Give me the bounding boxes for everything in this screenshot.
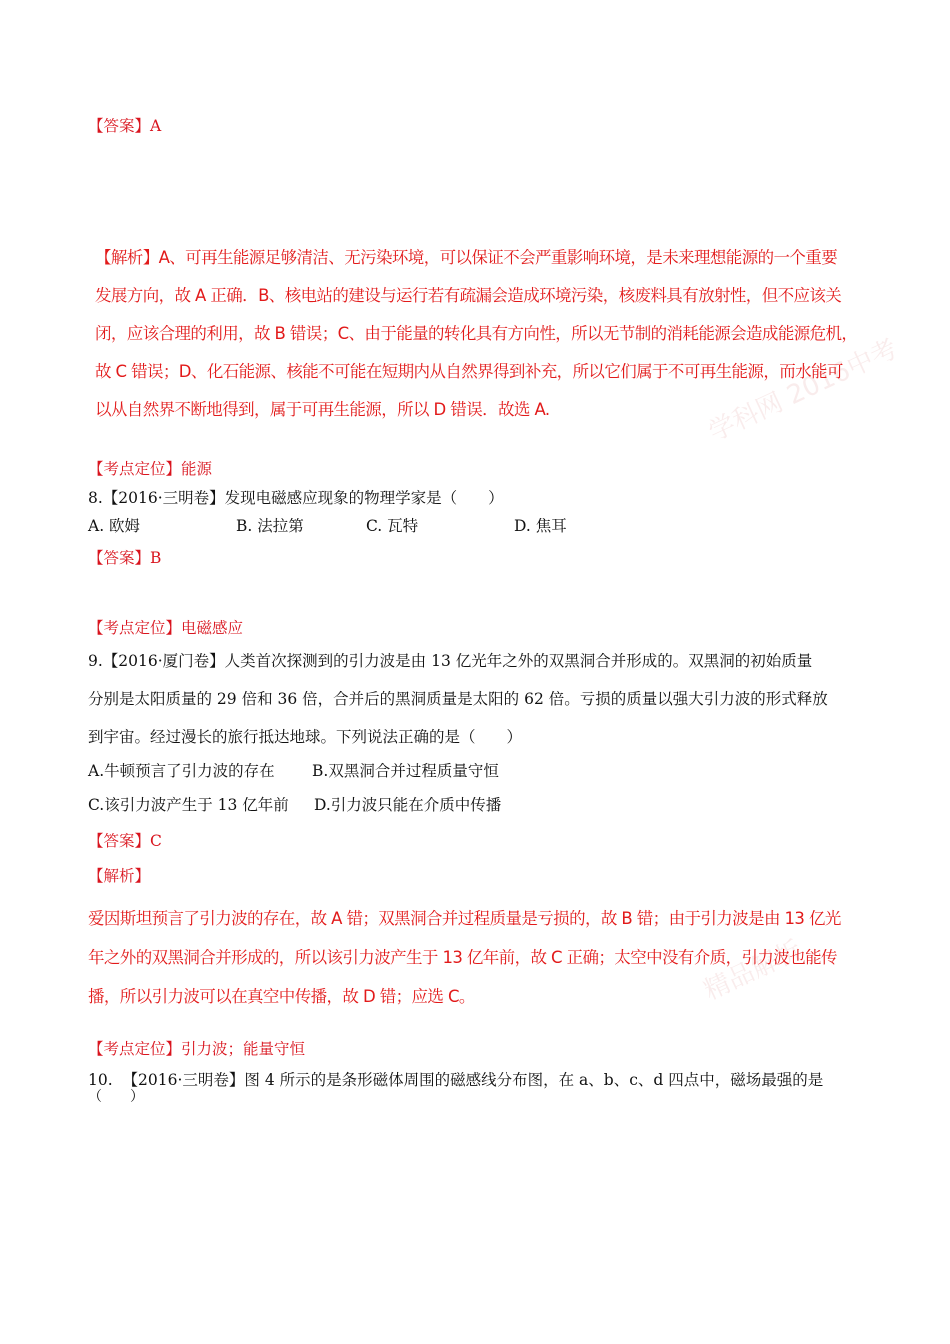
q9-option-a: A.牛顿预言了引力波的存在 [88, 762, 275, 780]
q9-stem-line: 到宇宙。经过漫长的旅行抵达地球。下列说法正确的是（ ） [88, 728, 523, 746]
q8-option-a: A. 欧姆 [88, 517, 141, 535]
q8-answer: 【答案】B [88, 549, 162, 567]
q9-stem: 9.【2016·厦门卷】人类首次探测到的引力波是由 13 亿光年之外的双黑洞合并形成的。双黑洞的初始质量 [88, 652, 813, 670]
q7-analysis-line: 闭，应该合理的利用，故 B 错误；C、由于能量的转化具有方向性，所以无节制的消耗能源会造成能源危机， [95, 324, 858, 343]
q9-stem-line: 分别是太阳质量的 29 倍和 36 倍，合并后的黑洞质量是太阳的 62 倍。亏损的质量以强大引力波的形式释放 [88, 690, 828, 708]
q7-analysis-line: 发展方向，故 A 正确．B、核电站的建设与运行若有疏漏会造成环境污染，核废料具有放射性，但不应该关 [95, 286, 842, 305]
q8-option-d: D. 焦耳 [514, 517, 567, 535]
q7-analysis-line: 以从自然界不断地得到，属于可再生能源，所以 D 错误．故选 A. [95, 400, 550, 419]
q9-analysis-line: 年之外的双黑洞合并形成的，所以该引力波产生于 13 亿年前，故 C 正确；太空中没有介质，引力波也能传 [88, 948, 837, 967]
q9-option-c: C.该引力波产生于 13 亿年前 [88, 796, 289, 814]
watermark: 学科网 2016中考 [704, 333, 903, 448]
q9-topic: 【考点定位】引力波；能量守恒 [88, 1040, 306, 1058]
q9-option-d: D.引力波只能在介质中传播 [314, 796, 502, 814]
watermark: 精品解析 [699, 935, 807, 1007]
q7-analysis-line: 【解析】A、可再生能源足够清洁、无污染环境，可以保证不会严重影响环境，是未来理想能源的一个重要 [95, 248, 838, 267]
q10-stem: 10. 【2016·三明卷】图 4 所示的是条形磁体周围的磁感线分布图，在 a、b、c、d 四点中，磁场最强的是 [88, 1071, 824, 1089]
q9-answer: 【答案】C [88, 832, 162, 850]
q9-option-b: B.双黑洞合并过程质量守恒 [312, 762, 499, 780]
q9-analysis-line: 爱因斯坦预言了引力波的存在，故 A 错；双黑洞合并过程质量是亏损的，故 B 错；由于引力波是由 13 亿光 [88, 909, 841, 928]
q7-topic: 【考点定位】能源 [88, 460, 213, 478]
q10-blank: （ ） [88, 1089, 144, 1105]
q8-topic: 【考点定位】电磁感应 [88, 619, 244, 637]
q7-analysis-line: 故 C 错误；D、化石能源、核能不可能在短期内从自然界得到补充，所以它们属于不可再生能源，而水能可 [95, 362, 843, 381]
q7-answer: 【答案】A [88, 117, 162, 135]
q9-analysis-line: 播，所以引力波可以在真空中传播，故 D 错；应选 C。 [88, 987, 475, 1006]
q9-analysis-label: 【解析】 [88, 867, 151, 885]
q8-stem: 8.【2016·三明卷】发现电磁感应现象的物理学家是（ ） [88, 489, 504, 507]
q8-option-c: C. 瓦特 [366, 517, 419, 535]
q8-option-b: B. 法拉第 [236, 517, 304, 535]
